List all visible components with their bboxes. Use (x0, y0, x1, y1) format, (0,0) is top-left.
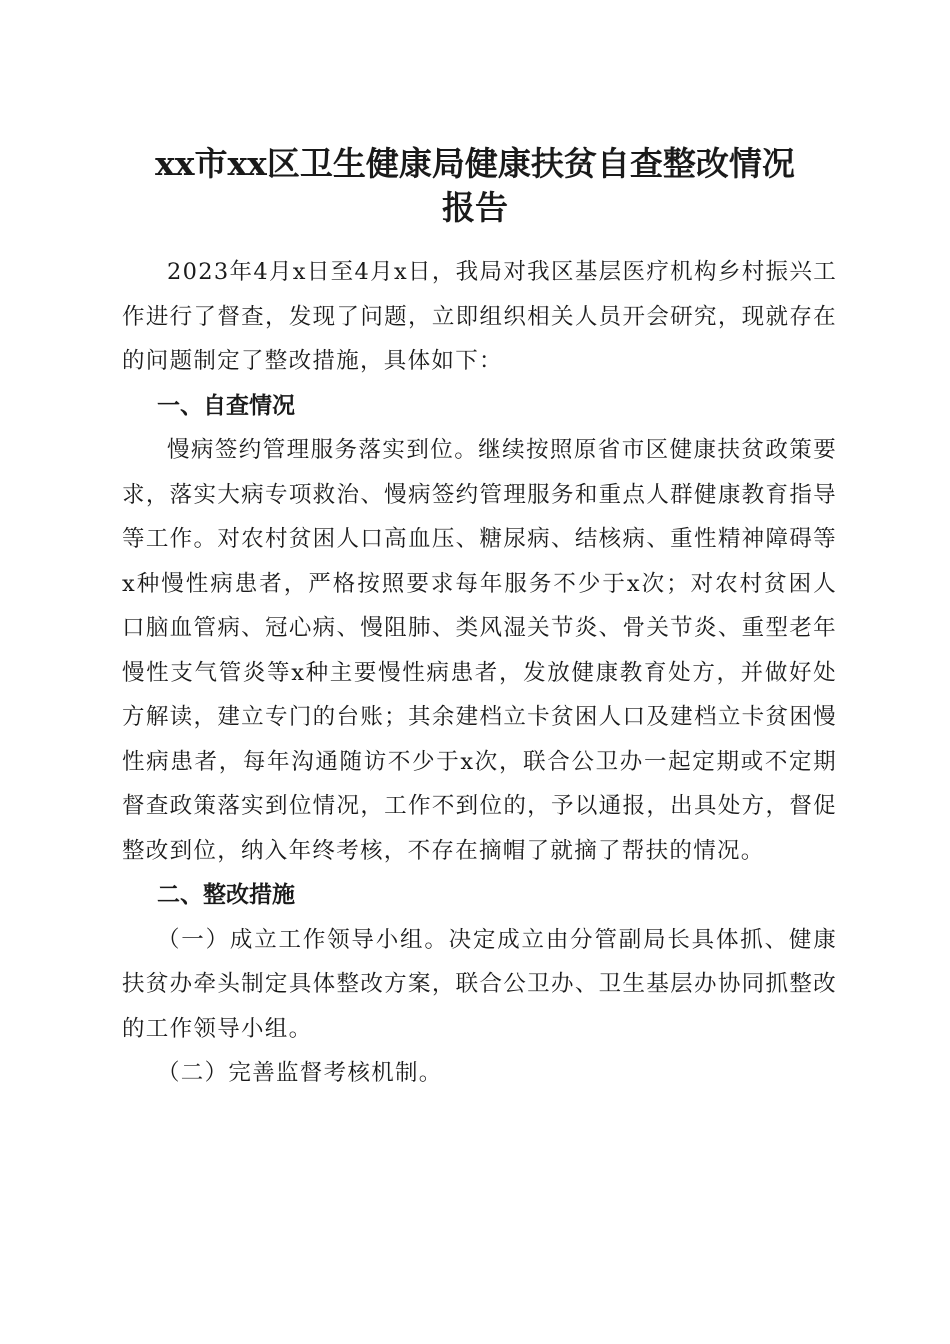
section-heading-rectification: 二、整改措施 (157, 882, 295, 908)
self-inspection-paragraph: 慢病签约管理服务落实到位。继续按照原省市区健康扶贫政策要求，落实大病专项救治、慢病签约管理服务和重点人群健康教育指导等工作。对农村贫困人口高血压、糖尿病、结核病、重性精神障碍等x种慢性病患者，严格按照要求每年服务不少于x次；对农村贫困人口脑血管病、冠心病、慢阻肺、类风湿关节炎、骨关节炎、重型老年慢性支气管炎等x种主要慢性病患者，发放健康教育处方，并做好处方解读，建立专门的台账；其余建档立卡贫困人口及建档立卡贫困慢性病患者，每年沟通随访不少于x次，联合公卫办一起定期或不定期督查政策落实到位情况，工作不到位的，予以通报，出具处方，督促整改到位，纳入年终考核，不存在摘帽了就摘了帮扶的情况。 (122, 437, 837, 864)
document-body (122, 250, 837, 1096)
rectification-item-2: （二）完善监督考核机制。 (157, 1060, 443, 1086)
document-title-line2: 报告 (442, 188, 508, 227)
document-title-line1: xx市xx区卫生健康局健康扶贫自查整改情况 (155, 144, 795, 183)
rectification-item-1: （一）成立工作领导小组。决定成立由分管副局长具体抓、健康扶贫办牵头制定具体整改方案，联合公卫办、卫生基层办协同抓整改的工作领导小组。 (122, 926, 837, 1042)
intro-paragraph: 2023年4月x日至4月x日，我局对我区基层医疗机构乡村振兴工作进行了督查，发现了问题，立即组织相关人员开会研究，现就存在的问题制定了整改措施，具体如下： (122, 259, 837, 374)
section-heading-self-inspection: 一、自查情况 (157, 392, 295, 419)
